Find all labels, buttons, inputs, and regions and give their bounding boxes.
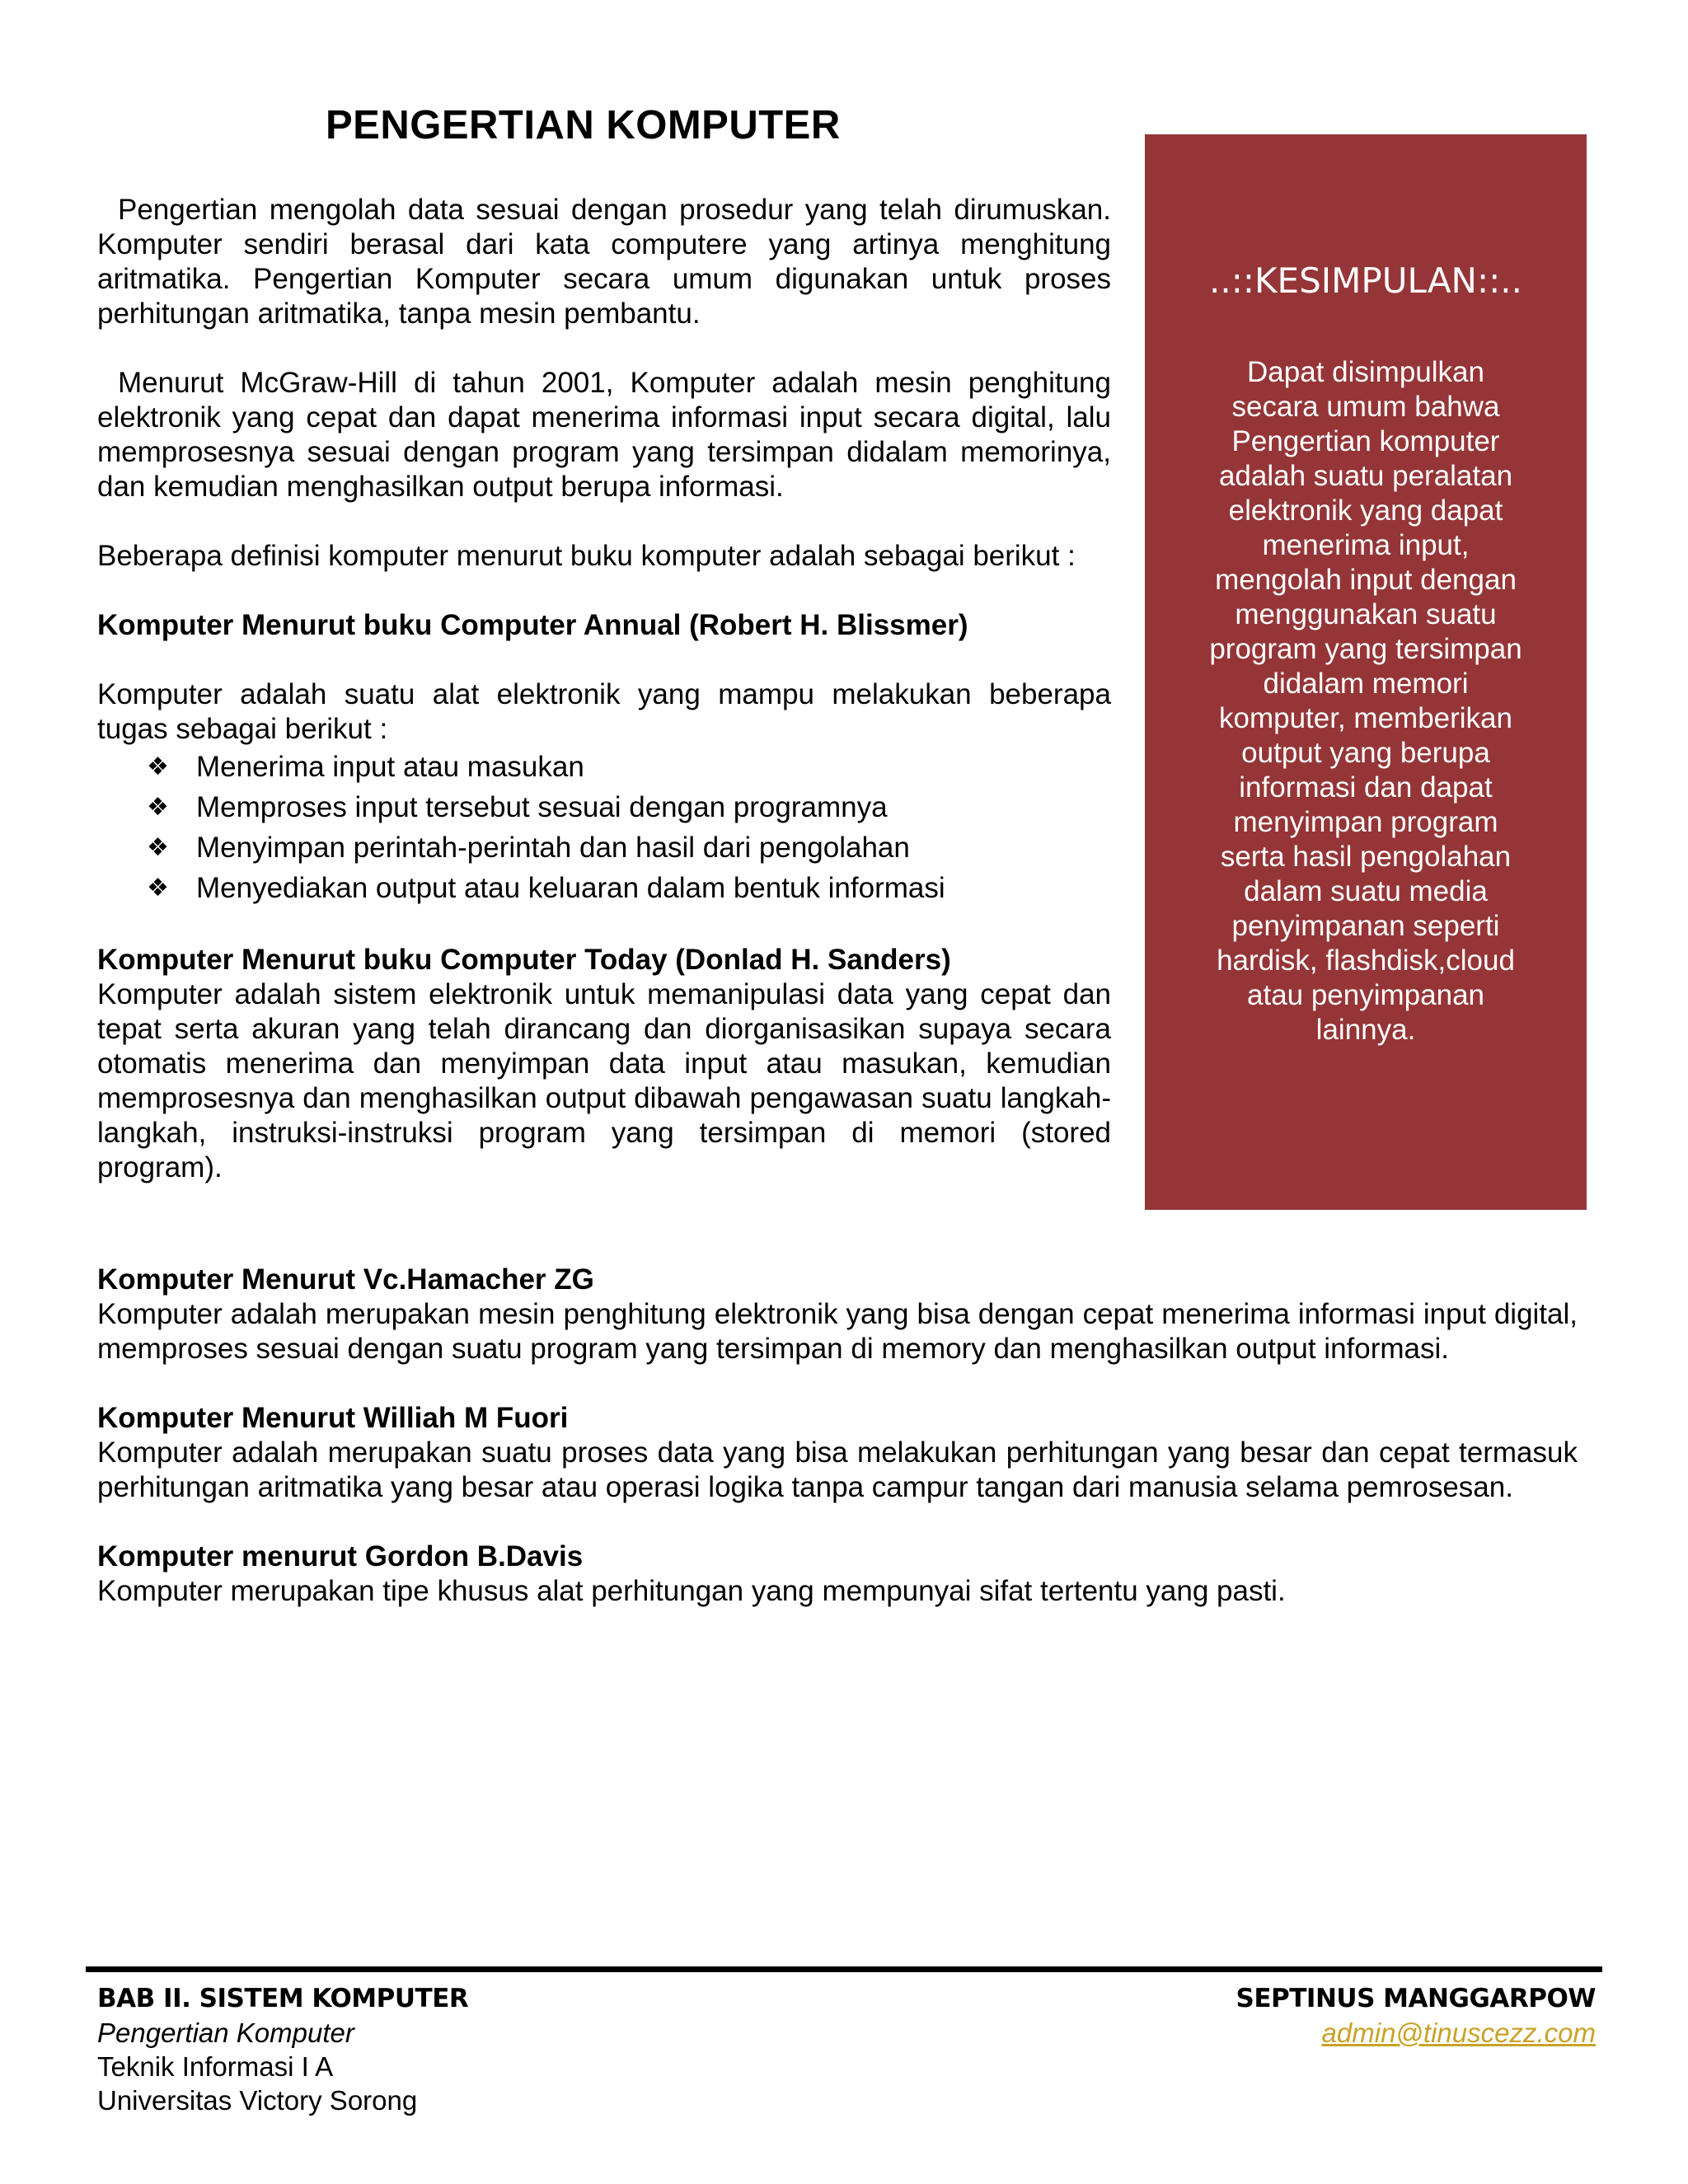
diamond-bullet-icon: ❖ xyxy=(147,793,169,822)
diamond-bullet-icon: ❖ xyxy=(147,752,169,781)
full-width-column xyxy=(97,1263,1578,1609)
sidebar-title: ..::KESIMPULAN::.. xyxy=(1209,260,1522,301)
diamond-bullet-icon: ❖ xyxy=(147,874,169,902)
list-item: ❖ Memproses input tersebut sesuai dengan programnya xyxy=(147,787,1111,827)
section-text-fuori: Komputer adalah merupakan suatu proses data yang bisa melakukan perhitungan yang besar dan cepat termasuk perhitungan aritmatika yang besar atau operasi logika tanpa campur tangan dari manusia selama pemrosesan. xyxy=(97,1436,1578,1503)
sidebar-text: Dapat disimpulkan secara umum bahwa Pengertian komputer adalah suatu peralatan elektronik yang dapat menerima input, mengolah input dengan menggunakan suatu program yang tersimpan didalam memori komputer, memberikan output yang berupa informasi dan dapat menyimpan program serta hasil pengolahan dalam suatu media penyimpanan seperti hardisk, flashdisk,cloud atau penyimpanan lainnya. xyxy=(1209,356,1522,1046)
section-heading-fuori: Komputer Menurut Williah M Fuori xyxy=(97,1402,569,1434)
footer-class: Teknik Informasi I A xyxy=(97,2051,334,2082)
list-item: ❖ Menerima input atau masukan xyxy=(147,747,1111,787)
section-heading-today: Komputer Menurut buku Computer Today (Donlad H. Sanders) xyxy=(97,944,951,976)
footer-university: Universitas Victory Sorong xyxy=(97,2085,418,2116)
main-column xyxy=(97,193,1111,1185)
footer-right xyxy=(1236,1982,1596,2050)
section-text-hamacher: Komputer adalah merupakan mesin penghitung elektronik yang bisa dengan cepat menerima informasi input digital, memproses sesuai dengan suatu program yang tersimpan di memory dan menghasilkan output informasi. xyxy=(97,1298,1578,1365)
section-heading-davis: Komputer menurut Gordon B.Davis xyxy=(97,1540,584,1572)
footer-left xyxy=(97,1982,468,2117)
footer-author: SEPTINUS MANGGARPOW xyxy=(1236,1984,1596,2013)
section-text-annual: Komputer adalah suatu alat elektronik yang mampu melakukan beberapa tugas sebagai berikut : xyxy=(97,678,1111,745)
list-item: ❖ Menyimpan perintah-perintah dan hasil dari pengolahan xyxy=(147,827,1111,868)
section-heading-annual: Komputer Menurut buku Computer Annual (Robert H. Blissmer) xyxy=(97,609,968,641)
page-title: PENGERTIAN KOMPUTER xyxy=(326,103,841,148)
bullet-list xyxy=(97,747,1111,908)
sidebar-body xyxy=(1145,355,1587,1080)
footer-divider xyxy=(86,1966,1602,1972)
footer-email-link[interactable]: admin@tinuscezz.com xyxy=(1321,2018,1596,2048)
intro-paragraph-3: Beberapa definisi komputer menurut buku komputer adalah sebagai berikut : xyxy=(97,540,1076,572)
section-text-davis: Komputer merupakan tipe khusus alat perhitungan yang mempunyai sifat tertentu yang pasti. xyxy=(97,1575,1286,1607)
intro-paragraph-1: Pengertian mengolah data sesuai dengan prosedur yang telah dirumuskan. Komputer sendiri berasal dari kata computere yang artinya menghitung aritmatika. Pengertian Komputer secara umum digunakan untuk proses perhitungan aritmatika, tanpa mesin pembantu. xyxy=(97,194,1111,330)
list-item: ❖ Menyediakan output atau keluaran dalam bentuk informasi xyxy=(147,868,1111,908)
footer-chapter: BAB II. SISTEM KOMPUTER xyxy=(97,1984,469,2013)
section-text-today: Komputer adalah sistem elektronik untuk memanipulasi data yang cepat dan tepat serta akuran yang telah dirancang dan diorganisasikan supaya secara otomatis menerima dan menyimpan data input atau masukan, kemudian memprosesnya dan menghasilkan output dibawah pengawasan suatu langkah-langkah, instruksi-instruksi program yang tersimpan di memori (stored program). xyxy=(97,978,1111,1183)
conclusion-sidebar xyxy=(1145,134,1587,1210)
footer-topic: Pengertian Komputer xyxy=(97,2018,354,2048)
diamond-bullet-icon: ❖ xyxy=(147,833,169,862)
intro-paragraph-2: Menurut McGraw-Hill di tahun 2001, Komputer adalah mesin penghitung elektronik yang cepat dan dapat menerima informasi input secara digital, lalu memprosesnya sesuai dengan program yang tersimpan didalam memorinya, dan kemudian menghasilkan output berupa informasi. xyxy=(97,367,1111,503)
section-heading-hamacher: Komputer Menurut Vc.Hamacher ZG xyxy=(97,1263,594,1296)
